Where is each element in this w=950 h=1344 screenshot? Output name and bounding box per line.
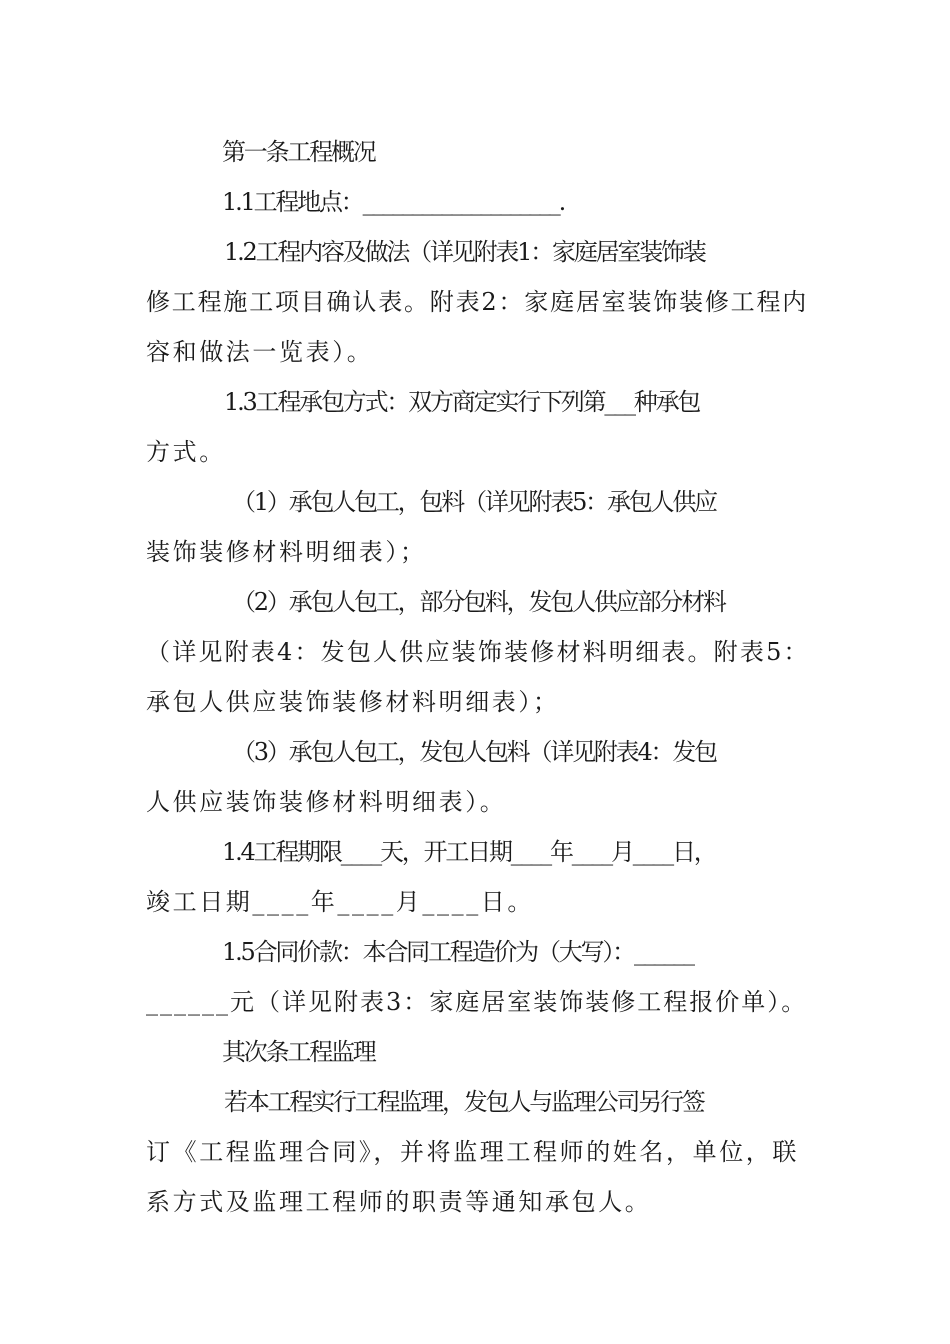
option-3-line-2: 人供应装饰装修材料明细表）。 (146, 788, 507, 816)
clause-1-2-line-1: 1.2工程内容及做法（详见附表1：家庭居室装饰装 (224, 238, 705, 266)
option-2-line-2: （详见附表4：发包人供应装饰装修材料明细表。附表5： (146, 638, 810, 666)
clause-1-3-line-1: 1.3工程承包方式：双方商定实行下列第___种承包 (224, 388, 700, 416)
option-2-line-1: （2）承包人包工，部分包料，发包人供应部分材料 (232, 588, 725, 616)
option-1-line-1: （1）承包人包工，包料（详见附表5：承包人供应 (232, 488, 716, 516)
supervision-text-line-1: 若本工程实行工程监理，发包人与监理公司另行签 (224, 1088, 704, 1116)
option-3-line-1: （3）承包人包工，发包人包料（详见附表4：发包 (232, 738, 716, 766)
clause-1-3-line-2: 方式。 (146, 438, 226, 466)
option-2-line-3: 承包人供应装饰装修材料明细表）； (146, 688, 560, 716)
clause-1-5-line-1: 1.5合同价款：本合同工程造价为（大写）：______ (222, 938, 693, 966)
clause-1-2-line-2: 修工程施工项目确认表。附表2：家庭居室装饰装修工程内 (146, 288, 809, 316)
clause-1-4-line-1: 1.4工程期限____天，开工日期____年____月____日， (222, 838, 716, 866)
supervision-text-line-3: 系方式及监理工程师的职责等通知承包人。 (146, 1188, 652, 1216)
option-1-line-2: 装饰装修材料明细表）； (146, 538, 427, 566)
section-heading-supervision: 其次条工程监理 (222, 1038, 375, 1066)
clause-1-1-location: 1.1工程地点：____________________. (222, 188, 564, 216)
section-heading-project-overview: 第一条工程概况 (222, 138, 375, 166)
supervision-text-line-2: 订《工程监理合同》，并将监理工程师的姓名，单位，联 (146, 1138, 799, 1166)
clause-1-4-line-2: 竣工日期____年____月____日。 (146, 888, 534, 916)
clause-1-5-line-2: ______元（详见附表3：家庭居室装饰装修工程报价单）。 (146, 988, 808, 1016)
clause-1-2-line-3: 容和做法一览表）。 (146, 338, 374, 366)
